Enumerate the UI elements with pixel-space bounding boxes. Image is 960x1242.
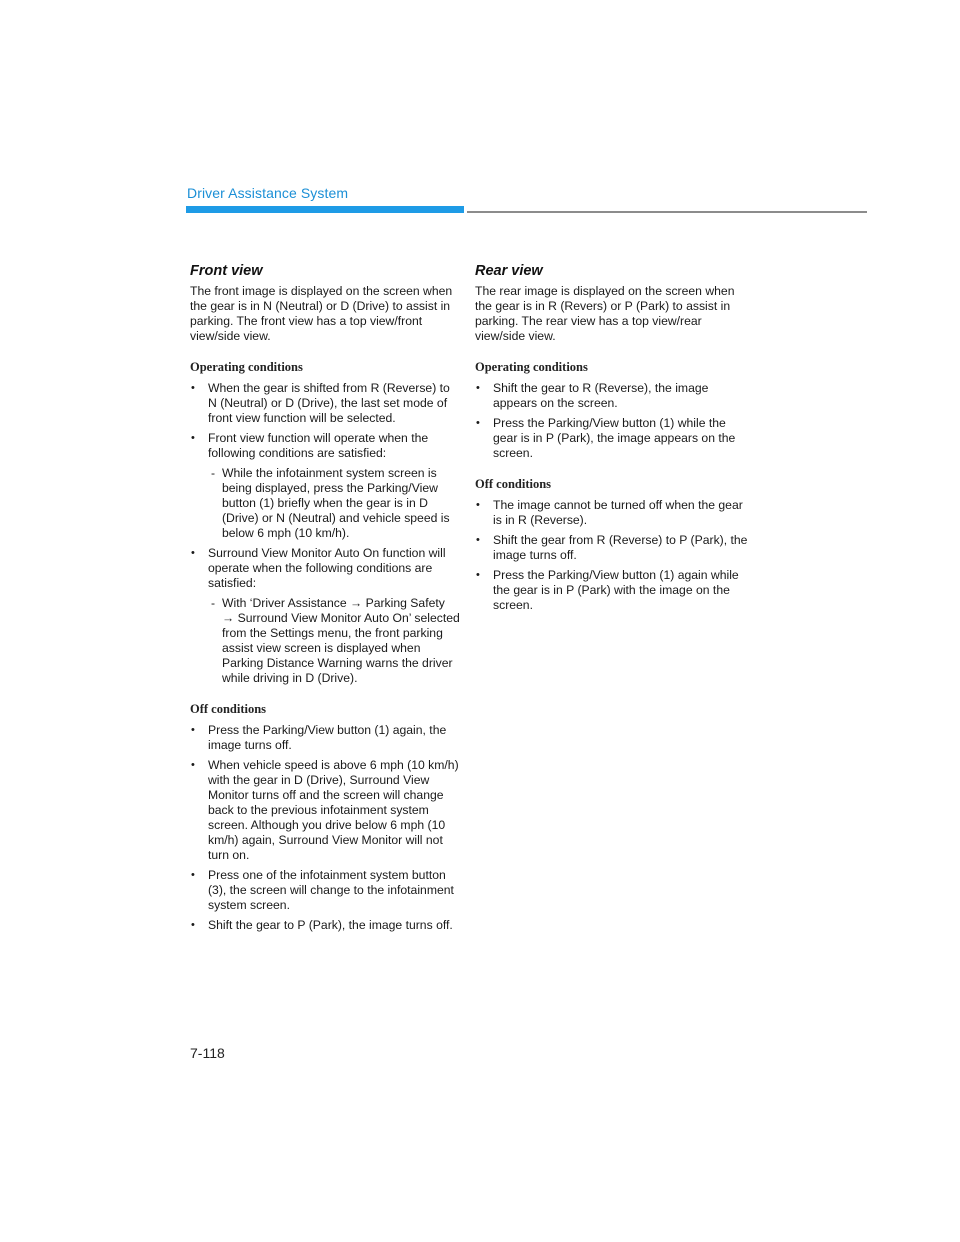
list-item: [190, 546, 460, 686]
header-rule: [467, 211, 867, 213]
list-item: [475, 568, 750, 613]
list-item: [190, 431, 460, 541]
list-item: [190, 918, 460, 933]
list-item-text: Shift the gear to P (Park), the image turns off.: [208, 918, 453, 932]
list-item-text: Press the Parking/View button (1) again, the image turns off.: [208, 723, 447, 752]
page-number: 7-118: [190, 1045, 225, 1061]
header-rule-accent: [186, 206, 464, 213]
list-item-text: When the gear is shifted from R (Reverse) to N (Neutral) or D (Drive), the last set mode of front view function will be selected.: [208, 381, 450, 425]
rear-view-column: [475, 263, 750, 618]
front-operating-title: Operating conditions: [190, 360, 303, 374]
list-item-text: Shift the gear from R (Reverse) to P (Park), the image turns off.: [493, 533, 748, 562]
rear-operating-title: Operating conditions: [475, 360, 588, 374]
list-item: [190, 381, 460, 426]
list-item-text: Surround View Monitor Auto On function will operate when the following conditions are satisfied:: [208, 546, 446, 590]
list-item: [475, 381, 750, 411]
list-item: [190, 758, 460, 863]
list-item-text: Front view function will operate when the following conditions are satisfied:: [208, 431, 429, 460]
sub-list-item: - With ‘Driver Assistance → Parking Safety → Surround View Monitor Auto On’ selected from the Settings menu, the front parking assist view screen is displayed when Parking Distance Warning warns the driver while driving in D (Drive).: [208, 596, 460, 686]
front-off-list: [190, 723, 460, 933]
front-operating-list: [190, 381, 460, 686]
rear-view-title: Rear view: [475, 263, 543, 279]
front-off-title: Off conditions: [190, 702, 267, 716]
sub-list-item: - While the infotainment system screen is being displayed, press the Parking/View button (1) briefly when the gear is in D (Drive) or N (Neutral) and vehicle speed is below 6 mph (10 km/h).: [208, 466, 460, 541]
section-header-title: Driver Assistance System: [187, 185, 349, 201]
list-item-text: The image cannot be turned off when the gear is in R (Reverse).: [493, 498, 743, 527]
rear-view-intro: The rear image is displayed on the screen when the gear is in R (Revers) or P (Park) to assist in parking. The rear view has a top view/rear view/side view.: [475, 284, 735, 343]
list-item-text: Shift the gear to R (Reverse), the image appears on the screen.: [493, 381, 709, 410]
front-view-column: [190, 263, 460, 938]
sub-list: [208, 596, 460, 686]
list-item-text: When vehicle speed is above 6 mph (10 km/h) with the gear in D (Drive), Surround View Monitor turns off and the screen will change back to the previous infotainment system screen. Although you drive below 6 mph (10 km/h) again, Surround View Monitor will not turn on.: [208, 758, 459, 862]
rear-off-title: Off conditions: [475, 477, 552, 491]
front-view-title: Front view: [190, 263, 263, 279]
list-item: [475, 498, 750, 528]
list-item-text: Press one of the infotainment system button (3), the screen will change to the infotainment system screen.: [208, 868, 454, 912]
sub-list: [208, 466, 460, 541]
list-item-text: Press the Parking/View button (1) while the gear is in P (Park), the image appears on the screen.: [493, 416, 736, 460]
list-item: [475, 533, 750, 563]
list-item: [190, 723, 460, 753]
rear-operating-list: [475, 381, 750, 461]
list-item-text: Press the Parking/View button (1) again while the gear is in P (Park) with the image on the screen.: [493, 568, 739, 612]
list-item: [190, 868, 460, 913]
front-view-intro: The front image is displayed on the screen when the gear is in N (Neutral) or D (Drive) to assist in parking. The front view has a top view/front view/side view.: [190, 284, 453, 343]
rear-off-list: [475, 498, 750, 613]
list-item: [475, 416, 750, 461]
